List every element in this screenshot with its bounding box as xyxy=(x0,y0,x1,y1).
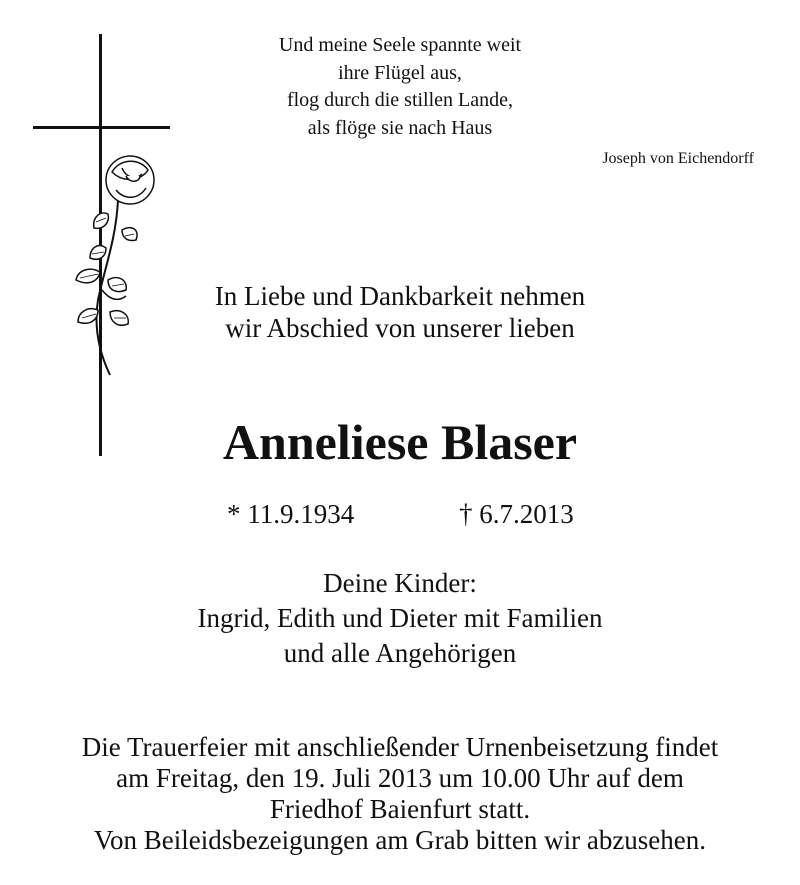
life-dates xyxy=(0,497,800,531)
poem-line: Und meine Seele spannte weit xyxy=(278,34,522,56)
birth-date: * 11.9.1934 xyxy=(227,499,355,529)
funeral-line: Friedhof Baienfurt statt. xyxy=(269,794,531,824)
poem xyxy=(200,32,600,142)
mourners xyxy=(100,566,700,671)
intro-text xyxy=(100,280,700,344)
poem-line: als flöge sie nach Haus xyxy=(307,116,493,139)
funeral-line: Die Trauerfeier mit anschließender Urnenbeisetzung findet xyxy=(81,732,719,762)
cross-bar xyxy=(33,126,170,129)
intro-line: wir Abschied von unserer lieben xyxy=(225,313,575,343)
intro-line: In Liebe und Dankbarkeit nehmen xyxy=(214,281,586,311)
mourners-line: Ingrid, Edith und Dieter mit Familien xyxy=(197,603,603,633)
poem-author: Joseph von Eichendorff xyxy=(602,150,754,167)
mourners-line: und alle Angehörigen xyxy=(283,638,517,668)
poem-line: ihre Flügel aus, xyxy=(338,61,462,84)
death-date: † 6.7.2013 xyxy=(459,499,574,529)
deceased-name: Anneliese Blaser xyxy=(222,414,578,470)
funeral-line: am Freitag, den 19. Juli 2013 um 10.00 Uhr auf dem xyxy=(116,763,684,793)
funeral-line: Von Beileidsbezeigungen am Grab bitten wir abzusehen. xyxy=(93,825,707,855)
rose-icon xyxy=(70,150,170,380)
poem-line: flog durch die stillen Lande, xyxy=(286,89,514,111)
funeral-details xyxy=(0,732,800,856)
mourners-line: Deine Kinder: xyxy=(323,568,477,598)
